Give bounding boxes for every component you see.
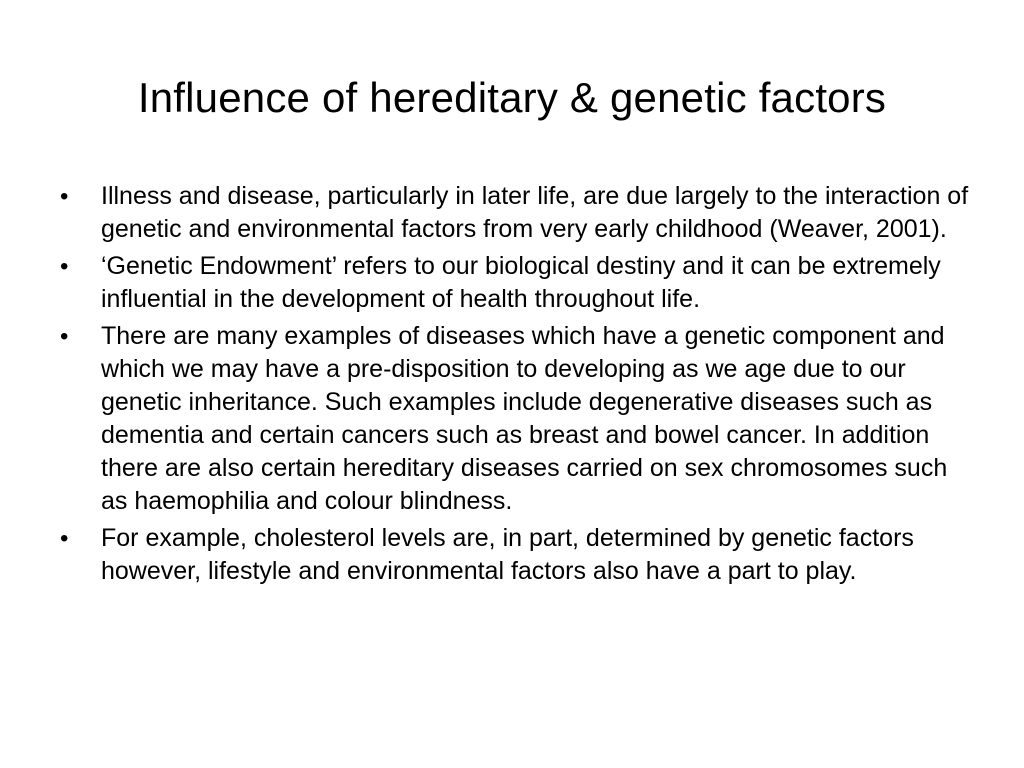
bullet-icon: • [60,183,69,210]
bullet-item [58,180,976,246]
bullet-icon: • [60,323,69,350]
bullet-text: ‘Genetic Endowment’ refers to our biological destiny and it can be extremely influential in the development of health throughout life. [101,252,941,313]
bullet-item [58,522,976,588]
bullet-text: Illness and disease, particularly in later life, are due largely to the interaction of genetic and environmental factors from very early childhood (Weaver, 2001). [101,182,969,243]
bullet-list [58,180,976,592]
bullet-icon: • [60,253,69,280]
bullet-text: For example, cholesterol levels are, in part, determined by genetic factors however, lifestyle and environmental factors also have a part to play. [101,524,914,585]
slide-title: Influence of hereditary & genetic factors [137,74,887,121]
bullet-text: There are many examples of diseases which have a genetic component and which we may have a pre-disposition to developing as we age due to our genetic inheritance. Such examples include degenerative diseases such as dementia and certain cancers such as breast and bowel cancer. In addition there are also certain hereditary diseases carried on sex chromosomes such as haemophilia and colour blindness. [101,322,948,515]
bullet-item [58,320,976,518]
bullet-icon: • [60,525,69,552]
bullet-item [58,250,976,316]
